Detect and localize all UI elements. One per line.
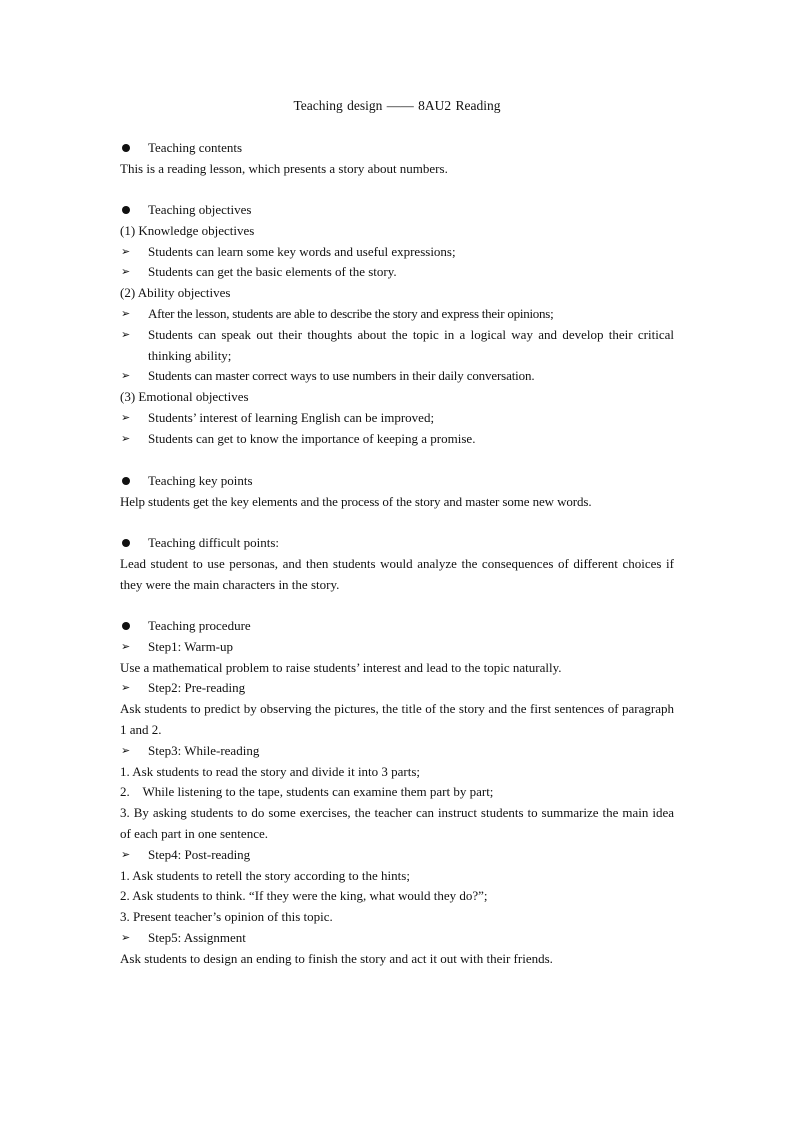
- bullet-dot-icon: [122, 477, 130, 485]
- subheading: (3) Emotional objectives: [120, 389, 249, 405]
- section-heading: Teaching procedure: [120, 616, 674, 637]
- arrow-bullet-icon: ➢: [121, 930, 131, 944]
- arrow-bullet-icon: ➢: [121, 306, 131, 320]
- step-heading: ➢ Step5: Assignment: [120, 928, 674, 949]
- list-item: 2. Ask students to think. “If they were the king, what would they do?”;: [120, 888, 488, 904]
- arrow-bullet-icon: ➢: [121, 431, 131, 445]
- section-heading: Teaching key points: [120, 471, 674, 492]
- list-item: ➢ After the lesson, students are able to describe the story and express their opinions;: [120, 304, 674, 325]
- list-item: ➢ Students’ interest of learning English can be improved;: [120, 408, 674, 429]
- arrow-bullet-icon: ➢: [121, 265, 131, 279]
- arrow-bullet-icon: ➢: [121, 847, 131, 861]
- bullet-dot-icon: [122, 539, 130, 547]
- bullet-dot-icon: [122, 206, 130, 214]
- arrow-bullet-icon: ➢: [121, 410, 131, 424]
- paragraph: Lead student to use personas, and then students would analyze the consequences of different choices if they were the main characters in the story.: [120, 555, 674, 592]
- section-key-points: [120, 471, 674, 513]
- arrow-bullet-icon: ➢: [121, 369, 131, 383]
- arrow-bullet-icon: ➢: [121, 681, 131, 695]
- arrow-bullet-icon: ➢: [121, 327, 131, 341]
- list-item: ➢ Students can learn some key words and useful expressions;: [120, 242, 674, 263]
- paragraph: This is a reading lesson, which presents a story about numbers.: [120, 160, 448, 176]
- arrow-bullet-icon: ➢: [121, 639, 131, 653]
- step-heading: ➢ Step3: While-reading: [120, 741, 674, 762]
- list-item: 3. By asking students to do some exercises, the teacher can instruct students to summarize the main idea of each part in one sentence.: [120, 805, 674, 841]
- section-procedure: [120, 616, 674, 970]
- list-item: ➢ Students can master correct ways to use numbers in their daily conversation.: [120, 366, 674, 387]
- list-item: 1. Ask students to retell the story according to the hints;: [120, 867, 410, 883]
- list-item: 3. Present teacher’s opinion of this topic.: [120, 909, 333, 925]
- list-item: ➢ Students can get to know the importance of keeping a promise.: [120, 429, 674, 450]
- list-item: ➢ Students can speak out their thoughts about the topic in a logical way and develop their critical thinking ability;: [121, 326, 674, 363]
- document-title: Teaching design —— 8AU2 Reading: [293, 98, 501, 113]
- list-item: 1. Ask students to read the story and divide it into 3 parts;: [120, 763, 421, 779]
- section-contents: [120, 138, 674, 180]
- section-objectives: [120, 200, 674, 450]
- bullet-dot-icon: [122, 622, 130, 630]
- section-difficult-points: [120, 533, 674, 595]
- step-heading: ➢ Step1: Warm-up: [120, 637, 674, 658]
- bullet-dot-icon: [122, 144, 130, 152]
- section-heading: Teaching objectives: [120, 200, 674, 221]
- arrow-bullet-icon: ➢: [121, 743, 131, 757]
- list-item: ➢ Students can get the basic elements of the story.: [120, 262, 674, 283]
- section-heading: Teaching contents: [120, 138, 674, 159]
- step-heading: ➢ Step4: Post-reading: [120, 845, 674, 866]
- paragraph: Use a mathematical problem to raise students’ interest and lead to the topic naturally.: [120, 659, 562, 675]
- subheading: (2) Ability objectives: [120, 285, 231, 301]
- arrow-bullet-icon: ➢: [121, 244, 131, 258]
- paragraph: Ask students to design an ending to finish the story and act it out with their friends.: [120, 950, 553, 966]
- paragraph: Help students get the key elements and the process of the story and master some new words.: [120, 493, 592, 509]
- step-heading: ➢ Step2: Pre-reading: [120, 678, 674, 699]
- paragraph: Ask students to predict by observing the pictures, the title of the story and the first sentences of paragraph 1 and 2.: [120, 701, 674, 737]
- list-item: 2. While listening to the tape, students can examine them part by part;: [120, 784, 494, 800]
- subheading: (1) Knowledge objectives: [120, 222, 255, 238]
- section-heading: Teaching difficult points:: [120, 533, 674, 554]
